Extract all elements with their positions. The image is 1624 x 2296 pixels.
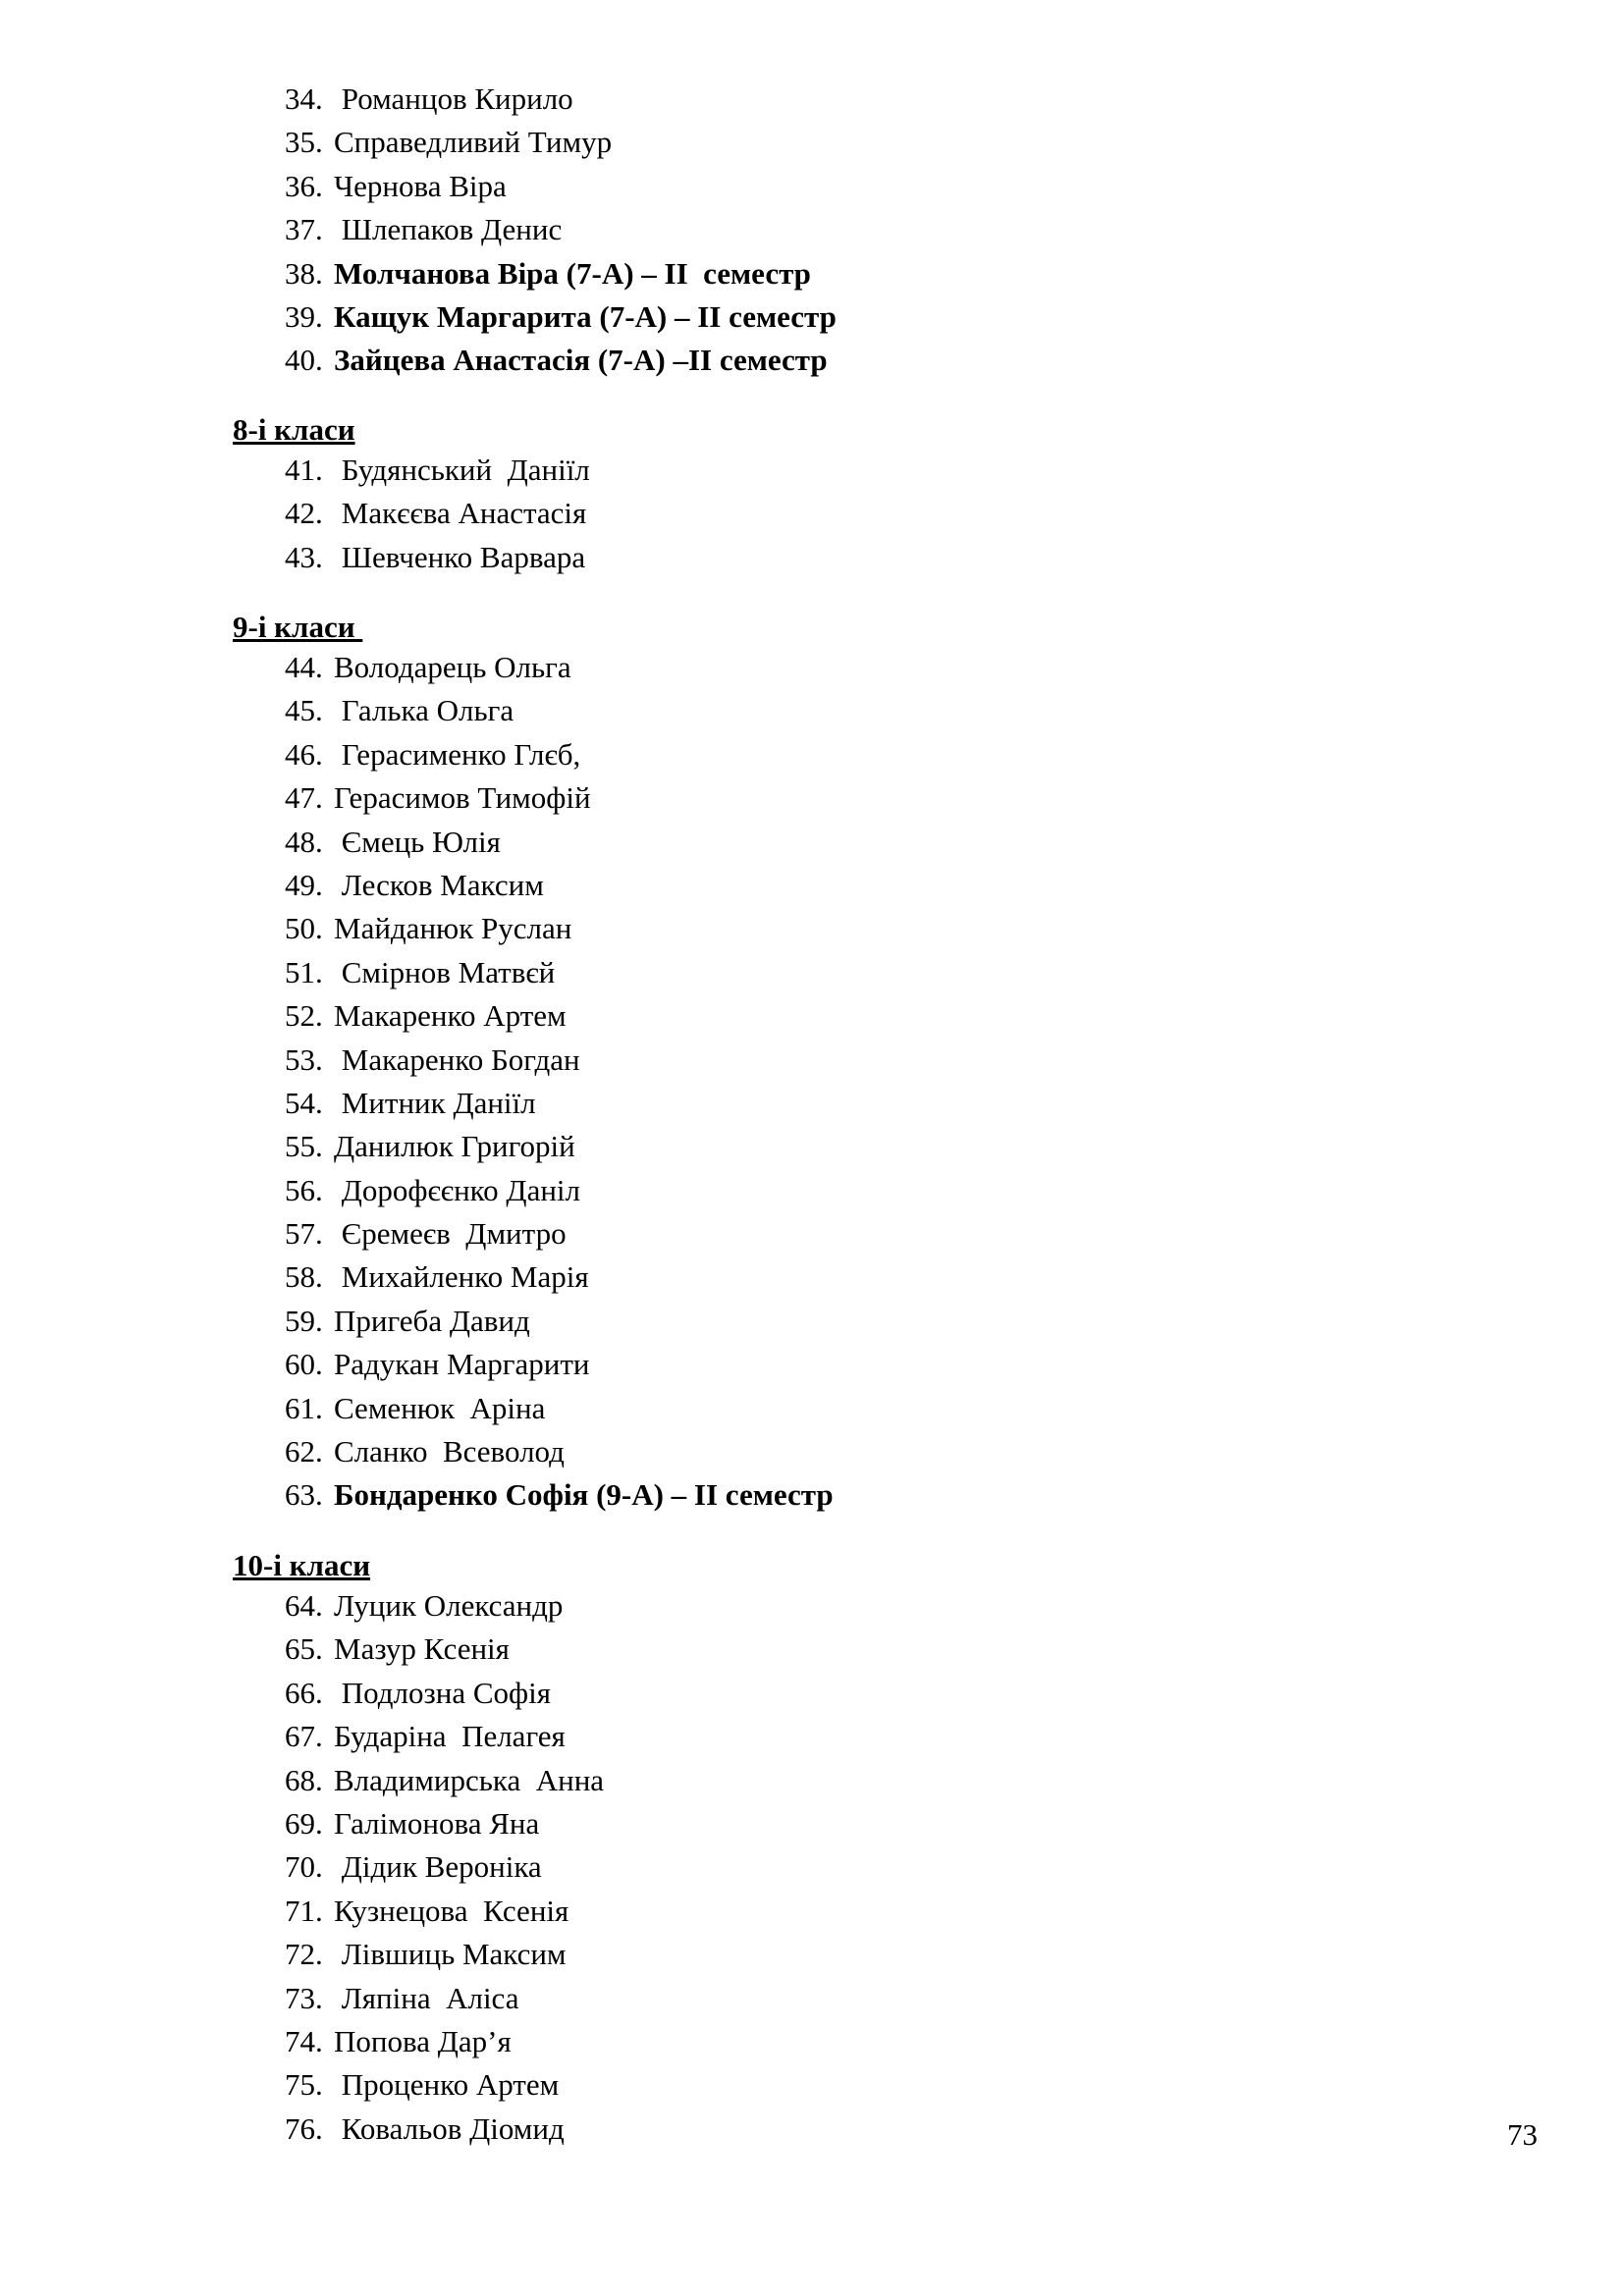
list-item xyxy=(285,776,834,820)
item-number: 38. xyxy=(285,255,323,291)
item-name: Володарець Ольга xyxy=(334,650,571,684)
item-number: 57. xyxy=(285,1216,323,1252)
item-name: Лесков Максим xyxy=(334,867,544,902)
list-item xyxy=(285,1082,834,1125)
item-number: 47. xyxy=(285,780,323,816)
list-item xyxy=(285,1169,834,1212)
item-name: Справедливий Тимур xyxy=(334,125,613,160)
item-number: 68. xyxy=(285,1762,323,1797)
list-item xyxy=(285,907,834,950)
item-number: 40. xyxy=(285,343,323,378)
item-number: 74. xyxy=(285,2023,323,2058)
item-number: 52. xyxy=(285,998,323,1034)
item-number: 54. xyxy=(285,1085,323,1120)
list-item xyxy=(285,1672,604,1715)
item-number: 53. xyxy=(285,1041,323,1077)
item-number: 44. xyxy=(285,650,323,684)
item-name: Шевченко Варвара xyxy=(334,539,586,574)
list-item xyxy=(285,339,837,382)
grade-10-list xyxy=(285,1584,604,2151)
page-number: 73 xyxy=(1507,2117,1538,2152)
list-item xyxy=(285,1802,604,1845)
item-number: 43. xyxy=(285,539,323,574)
item-number: 71. xyxy=(285,1893,323,1928)
section-heading-grade-9: 9-і класи xyxy=(233,610,363,644)
item-name: Ковальов Діомид xyxy=(334,2110,565,2146)
item-name: Бондаренко Софія (9-А) – ІІ семестр xyxy=(334,1477,834,1513)
list-item xyxy=(285,951,834,994)
item-number: 55. xyxy=(285,1129,323,1164)
item-name: Кузнецова Ксенія xyxy=(334,1893,569,1928)
grade-9-list xyxy=(285,646,834,1518)
item-number: 46. xyxy=(285,736,323,772)
item-number: 39. xyxy=(285,298,323,334)
list-item xyxy=(285,2020,604,2063)
list-item xyxy=(285,1845,604,1889)
list-item xyxy=(285,864,834,907)
item-name: Луцик Олександр xyxy=(334,1588,564,1623)
grade-8-list xyxy=(285,449,590,579)
item-name: Єремеєв Дмитро xyxy=(334,1216,567,1252)
item-number: 59. xyxy=(285,1303,323,1338)
item-number: 61. xyxy=(285,1390,323,1425)
list-item xyxy=(285,536,590,579)
list-item xyxy=(285,689,834,732)
list-item xyxy=(285,449,590,492)
item-number: 70. xyxy=(285,1849,323,1885)
list-item xyxy=(285,1584,604,1628)
item-name: Пригеба Давид xyxy=(334,1303,530,1338)
section-heading-grade-8: 8-і класи xyxy=(233,412,355,447)
item-name: Митник Даніїл xyxy=(334,1085,536,1120)
list-item xyxy=(285,252,837,295)
item-name: Макаренко Богдан xyxy=(334,1041,580,1077)
item-number: 69. xyxy=(285,1805,323,1841)
item-name: Бударіна Пелагея xyxy=(334,1719,566,1754)
list-item xyxy=(285,733,834,776)
item-name: Попова Дар’я xyxy=(334,2023,512,2058)
section-heading-grade-10: 10-і класи xyxy=(233,1548,371,1582)
item-name: Галімонова Яна xyxy=(334,1805,540,1841)
item-name: Подлозна Софія xyxy=(334,1675,551,1710)
item-name: Галька Ольга xyxy=(334,693,514,728)
item-name: Молчанова Віра (7-А) – ІІ семестр xyxy=(334,255,811,291)
list-item xyxy=(285,121,837,164)
continuation-list xyxy=(285,78,837,383)
item-number: 65. xyxy=(285,1631,323,1667)
item-number: 36. xyxy=(285,168,323,203)
list-item xyxy=(285,165,837,208)
item-number: 64. xyxy=(285,1588,323,1623)
list-item xyxy=(285,1977,604,2020)
list-item xyxy=(285,1300,834,1343)
list-item xyxy=(285,492,590,535)
item-name: Шлепаков Денис xyxy=(334,212,563,247)
item-name: Макєєва Анастасія xyxy=(334,496,587,531)
list-item xyxy=(285,1343,834,1386)
list-item xyxy=(285,1387,834,1430)
item-number: 51. xyxy=(285,954,323,989)
item-number: 62. xyxy=(285,1434,323,1469)
list-item xyxy=(285,1125,834,1168)
item-name: Будянський Даніїл xyxy=(334,453,590,487)
list-item xyxy=(285,295,837,339)
item-name: Семенюк Аріна xyxy=(334,1390,546,1425)
item-name: Герасимов Тимофій xyxy=(334,780,591,816)
item-name: Мазур Ксенія xyxy=(334,1631,510,1667)
list-item xyxy=(285,1759,604,1802)
item-name: Лівшиць Максим xyxy=(334,1937,567,1972)
item-number: 66. xyxy=(285,1675,323,1710)
item-number: 37. xyxy=(285,212,323,247)
list-item xyxy=(285,1933,604,1976)
item-name: Данилюк Григорій xyxy=(334,1129,575,1164)
list-item xyxy=(285,994,834,1038)
list-item xyxy=(285,2108,604,2151)
item-number: 49. xyxy=(285,867,323,902)
list-item xyxy=(285,2063,604,2107)
list-item xyxy=(285,1473,834,1517)
list-item xyxy=(285,78,837,121)
item-name: Чернова Віра xyxy=(334,168,507,203)
item-number: 73. xyxy=(285,1980,323,2015)
item-number: 34. xyxy=(285,81,323,116)
list-item xyxy=(285,1255,834,1299)
item-name: Владимирська Анна xyxy=(334,1762,605,1797)
item-number: 63. xyxy=(285,1477,323,1513)
list-item xyxy=(285,208,837,251)
item-name: Кащук Маргарита (7-А) – ІІ семестр xyxy=(334,298,837,334)
list-item xyxy=(285,1430,834,1473)
item-name: Ємець Юлія xyxy=(334,824,501,859)
item-name: Майданюк Руслан xyxy=(334,911,572,946)
list-item xyxy=(285,1890,604,1933)
item-number: 75. xyxy=(285,2067,323,2103)
item-number: 76. xyxy=(285,2110,323,2146)
item-number: 72. xyxy=(285,1937,323,1972)
item-name: Романцов Кирило xyxy=(334,81,573,116)
item-name: Смірнов Матвєй xyxy=(334,954,556,989)
list-item xyxy=(285,1039,834,1082)
list-item xyxy=(285,821,834,864)
item-number: 58. xyxy=(285,1259,323,1295)
item-name: Ляпіна Аліса xyxy=(334,1980,519,2015)
item-number: 35. xyxy=(285,125,323,160)
item-number: 48. xyxy=(285,824,323,859)
item-name: Зайцева Анастасія (7-А) –ІІ семестр xyxy=(334,343,828,378)
item-number: 41. xyxy=(285,453,323,487)
item-name: Сланко Всеволод xyxy=(334,1434,565,1469)
item-number: 42. xyxy=(285,496,323,531)
item-name: Радукан Маргарити xyxy=(334,1347,590,1382)
item-name: Дідик Вероніка xyxy=(334,1849,542,1885)
item-name: Дорофєєнко Даніл xyxy=(334,1172,580,1207)
list-item xyxy=(285,1628,604,1671)
item-number: 50. xyxy=(285,911,323,946)
item-name: Макаренко Артем xyxy=(334,998,567,1034)
list-item xyxy=(285,1715,604,1758)
item-number: 67. xyxy=(285,1719,323,1754)
item-name: Проценко Артем xyxy=(334,2067,560,2103)
item-number: 60. xyxy=(285,1347,323,1382)
item-number: 45. xyxy=(285,693,323,728)
list-item xyxy=(285,1212,834,1255)
item-name: Михайленко Марія xyxy=(334,1259,589,1295)
list-item xyxy=(285,646,834,689)
item-name: Герасименко Глєб, xyxy=(334,736,581,772)
item-number: 56. xyxy=(285,1172,323,1207)
